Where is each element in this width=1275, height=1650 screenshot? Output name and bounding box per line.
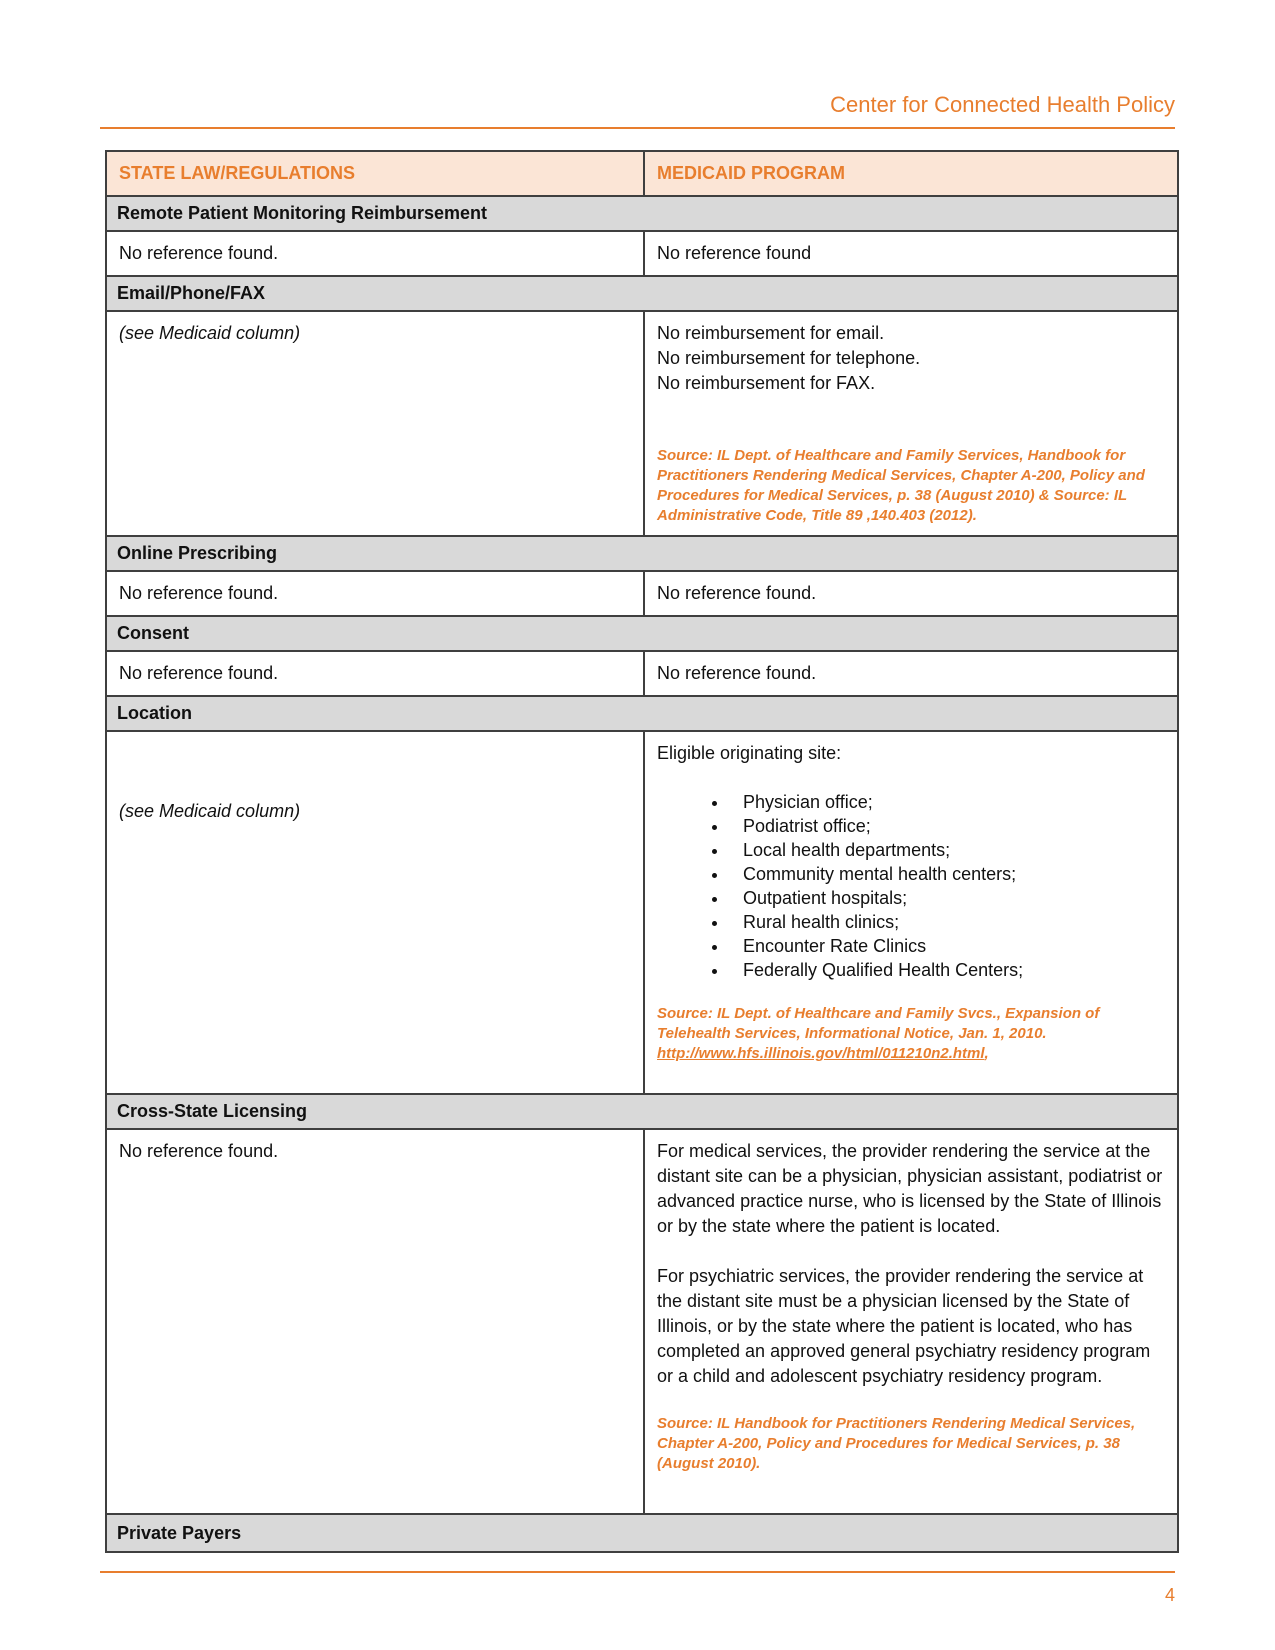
source-text: Source: IL Dept. of Healthcare and Family Svcs., Expansion of Telehealth Services, Informational Notice, Jan. 1, 2010. (657, 1005, 1100, 1042)
list-item: • Local health departments; (729, 838, 1165, 862)
see-medicaid-note: (see Medicaid column) (119, 323, 301, 343)
list-item: • Federally Qualified Health Centers; (729, 958, 1165, 982)
see-medicaid-note: (see Medicaid column) (119, 801, 301, 821)
table-row (107, 310, 1177, 535)
table-row (107, 1128, 1177, 1513)
page-number: 4 (1164, 1585, 1175, 1605)
list-item: • Outpatient hospitals; (729, 886, 1165, 910)
section-remote-patient-monitoring: Remote Patient Monitoring Reimbursement (107, 195, 1177, 230)
medicaid-line: No reimbursement for FAX. (657, 373, 876, 393)
column-header-state-law: STATE LAW/REGULATIONS (107, 152, 645, 195)
medicaid-paragraph: For medical services, the provider rendering the service at the distant site can be a physician, physician assistant, podiatrist or advanced practice nurse, who is licensed by the State of Illinois or by the state where the patient is located. (657, 1141, 1163, 1236)
header-rule (100, 127, 1175, 129)
state-law-cell (107, 312, 645, 535)
section-location: Location (107, 695, 1177, 730)
table-row (107, 230, 1177, 275)
medicaid-line: No reimbursement for telephone. (657, 348, 921, 368)
list-item: • Encounter Rate Clinics (729, 934, 1165, 958)
section-cross-state-licensing: Cross-State Licensing (107, 1093, 1177, 1128)
medicaid-cell (645, 1130, 1177, 1513)
state-law-cell (107, 732, 645, 1093)
list-item: • Community mental health centers; (729, 862, 1165, 886)
policy-table (105, 150, 1179, 1553)
section-email-phone-fax: Email/Phone/FAX (107, 275, 1177, 310)
medicaid-line: No reimbursement for email. (657, 323, 885, 343)
originating-site-list (657, 790, 1165, 982)
section-consent: Consent (107, 615, 1177, 650)
medicaid-paragraph: For psychiatric services, the provider rendering the service at the distant site must be a physician licensed by the State of Illinois, or by the state where the patient is located, who has completed an approved general psychiatry residency program or a child and adolescent psychiatry residency program. (657, 1266, 1151, 1386)
source-citation: Source: IL Dept. of Healthcare and Family Services, Handbook for Practitioners Rendering Medical Services, Chapter A-200, Policy and Procedures for Medical Services, p. 38 (August 2010) & Source: IL Administrative Code, Title 89 ,140.403 (2012). (657, 447, 1145, 524)
originating-site-intro: Eligible originating site: (657, 743, 842, 763)
state-law-cell: No reference found. (107, 232, 645, 275)
table-row (107, 570, 1177, 615)
source-url-link[interactable]: http://www.hfs.illinois.gov/html/011210n2.html (657, 1045, 985, 1062)
footer-rule (100, 1571, 1175, 1573)
source-citation (657, 1004, 1165, 1064)
list-item: • Physician office; (729, 790, 1165, 814)
list-item: • Rural health clinics; (729, 910, 1165, 934)
table-header-row (107, 152, 1177, 195)
medicaid-cell (645, 312, 1177, 535)
state-law-cell: No reference found. (107, 572, 645, 615)
page-title: Center for Connected Health Policy (830, 92, 1175, 117)
section-private-payers: Private Payers (107, 1513, 1177, 1551)
table-row (107, 730, 1177, 1093)
list-item: • Podiatrist office; (729, 814, 1165, 838)
state-law-cell: No reference found. (107, 652, 645, 695)
column-header-medicaid: MEDICAID PROGRAM (657, 163, 845, 183)
state-law-cell: No reference found. (107, 1130, 645, 1513)
medicaid-cell: No reference found (657, 243, 812, 263)
medicaid-cell (645, 732, 1177, 1093)
medicaid-cell: No reference found. (657, 663, 817, 683)
source-citation: Source: IL Handbook for Practitioners Rendering Medical Services, Chapter A-200, Policy and Procedures for Medical Services, p. 38 (August 2010). (657, 1415, 1136, 1472)
table-row (107, 650, 1177, 695)
medicaid-cell: No reference found. (657, 583, 817, 603)
source-link-suffix: , (984, 1045, 989, 1062)
section-online-prescribing: Online Prescribing (107, 535, 1177, 570)
